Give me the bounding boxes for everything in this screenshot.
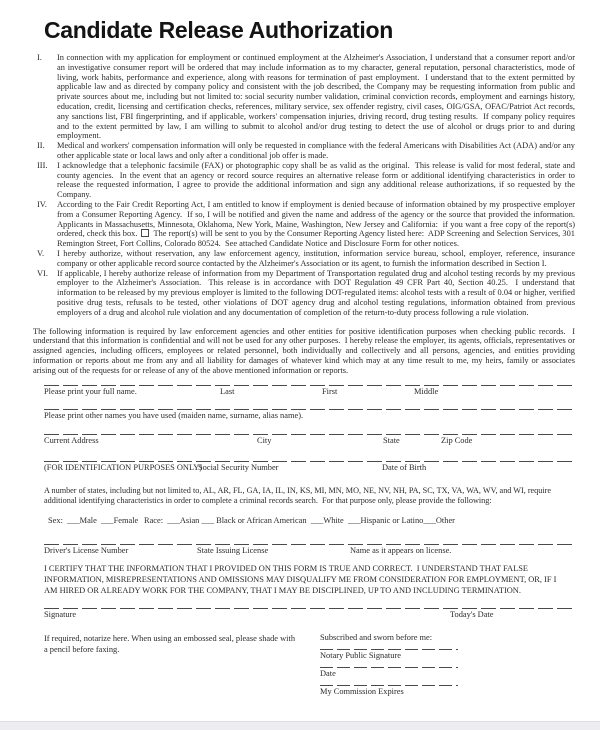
free-copy-checkbox[interactable] [141, 229, 149, 237]
sex-race-row [44, 516, 575, 526]
notary-area [44, 633, 575, 713]
todays-date-label: Today's Date [450, 610, 494, 620]
clause-6-text: If applicable, I hereby authorize release of information from my Department of Transportation regulated drug and alcohol testing records by my previous employer to the Alzheimer's Association. This release is in accordance with DOT Regulation 49 CFR Part 40, Section 40.25. I understand that information to be released by my previous employer is limited to the following DOT-regulated items: alcohol tests with a result of 0.04 or higher, verified positive drug tests, refusals to be tested, other violations of DOT agency drug and alcohol testing regulations, information obtained from previous employers of a drug and alcohol rule violation and any documentation of completion of the return-to-duty process following a rule violation. [57, 268, 578, 317]
full-name-blank-line[interactable] [44, 385, 575, 386]
clause-3 [33, 160, 578, 200]
city-label: City [257, 436, 272, 445]
notary-signature-blank-line[interactable] [320, 649, 458, 650]
drivers-license-number-label: Driver's License Number [44, 546, 129, 555]
clause-4 [33, 199, 578, 249]
states-note: A number of states, including but not limited to, AL, AR, FL, GA, IA, IL, IN, KS, MI, MN, MO, NE, NV, NH, PA, SC, TX, VA, WA, WV, and WI, require additional identifying characteristics in order to complete a criminal records search. For that purpose only, please provide the following: [44, 486, 554, 505]
ssn-label: Social Security Number [198, 463, 279, 472]
clause-2 [33, 141, 578, 161]
sex-options[interactable]: Sex: ___Male ___Female [48, 516, 139, 525]
address-labels [44, 436, 575, 446]
numbered-clauses [33, 53, 578, 318]
state-label: State [383, 436, 400, 445]
signature-blank-line[interactable] [44, 608, 575, 609]
other-names-labels [44, 411, 575, 421]
clause-4-number: IV. [37, 199, 47, 209]
clause-6-number: VI. [37, 268, 48, 278]
license-labels [44, 546, 575, 556]
license-name-label: Name as it appears on license. [350, 546, 452, 555]
clause-3-number: III. [37, 160, 48, 170]
clause-5-text: I hereby authorize, without reservation, any law enforcement agency, institution, information service bureau, school, employer, reference, insurance company or other applicable record source contacted by the Alzheimer's Association or its agent, to furnish the information described in Section I. [57, 248, 578, 268]
clause-3-text: I acknowledge that a telephonic facsimile (FAX) or photographic copy shall be as valid as the original. This release is valid for most federal, state and county agencies. In the event that an agency or record source requires an alternative release form or additional identifying characteristics in order to release the requested information, I agree to provide the additional information and sign any additional release authorizations, if so requested by the Company. [57, 160, 578, 200]
identification-blank-line[interactable] [44, 461, 575, 462]
other-names-label: Please print other names you have used (maiden name, surname, alias name). [44, 411, 304, 420]
last-name-label: Last [220, 387, 235, 396]
signature-labels [44, 610, 575, 620]
clause-6 [33, 268, 578, 318]
notary-public-signature-label: Notary Public Signature [320, 651, 401, 661]
clause-1 [33, 53, 578, 141]
license-blank-line[interactable] [44, 544, 575, 545]
notary-column [320, 633, 470, 697]
certification-statement: I CERTIFY THAT THE INFORMATION THAT I PROVIDED ON THIS FORM IS TRUE AND CORRECT. I UNDERSTAND THAT FALSE INFORMATION, MISREPRESENTATIONS AND OMISSIONS MAY DISQUALIFY ME FROM CONSIDERATION FOR EMPLOYMENT, OR, IF I AM HIRED OR ALREADY WORK FOR THE COMPANY, THAT I MAY BE DISCIPLINED, UP TO AND INCLUDING TERMINATION. [44, 564, 559, 595]
page-title: Candidate Release Authorization [44, 17, 393, 43]
clause-2-text: Medical and workers' compensation information will only be requested in compliance with the federal Americans with Disabilities Act (ADA) and/or any other applicable state or local laws and only after a conditional job offer is made. [57, 141, 578, 160]
page-bottom-edge [0, 721, 600, 730]
sworn-before-me-label: Subscribed and sworn before me: [320, 633, 433, 643]
zip-code-label: Zip Code [441, 436, 473, 445]
clause-5-number: V. [37, 248, 45, 258]
notary-date-label: Date [320, 669, 336, 679]
notary-date-blank-line[interactable] [320, 667, 458, 668]
clause-4-text [57, 199, 578, 249]
middle-name-label: Middle [414, 387, 439, 396]
other-names-blank-line[interactable] [44, 409, 575, 410]
commission-expires-blank-line[interactable] [320, 685, 458, 686]
clause-4-text-after: The report(s) will be sent to you by the Consumer Reporting Agency listed here: ADP Screening and Selection Services, 301 Remington Street, Fort Collins, Colorado 80524. See attached Candidate Notice and Disclosure Form for other notices. [57, 229, 578, 249]
signature-label: Signature [44, 610, 77, 620]
notarize-instructions: If required, notarize here. When using an embossed seal, please shade with a pencil before faxing. [44, 634, 296, 655]
state-issuing-license-label: State Issuing License [197, 546, 269, 555]
date-of-birth-label: Date of Birth [382, 463, 427, 472]
commission-expires-label: My Commission Expires [320, 687, 404, 697]
full-name-label: Please print your full name. [44, 387, 137, 396]
liability-release-paragraph: The following information is required by law enforcement agencies and other entities for positive identification purposes when checking public records. I understand that this information is confidential and will not be used for any other purposes. I hereby release the employer, its agents, officials, representatives or assigned agencies, including officers, employees or related personnel, both individually and collectively and all persons, agencies, and entities providing information or reports about me from any and all liability for damages of whatever kind which may at any time result to me, my heirs, family or associates arising out of the requests for or release of any of the above mentioned information or reports. [33, 326, 578, 375]
clause-4-text-before: According to the Fair Credit Reporting Act, I am entitled to know if employment is denied because of information obtained by my prospective employer from a Consumer Reporting Agency. If so, I will be notified and given the name and address of the agency or the source that provided the information. Applicants in Massachusetts, Minnesota, Oklahoma, New York, Maine, Washington, New Jersey and California: if you want a free copy of the report(s) ordered, check this box. [57, 199, 578, 239]
full-name-labels [44, 387, 575, 397]
clause-5 [33, 248, 578, 269]
clause-1-number: I. [37, 53, 42, 62]
identification-purposes-label: (FOR IDENTIFICATION PURPOSES ONLY) [44, 463, 203, 472]
current-address-label: Current Address [44, 436, 99, 445]
address-blank-line[interactable] [44, 434, 575, 435]
form-section [44, 376, 575, 713]
identification-labels [44, 463, 575, 473]
clause-2-number: II. [37, 141, 45, 151]
clause-1-text: In connection with my application for employment or continued employment at the Alzheimer's Association, I understand that a consumer report and/or an investigative consumer report will be ordered that may include information as to my character, general reputation, personal characteristics, mode of living, work habits, performance and experience, along with reasons for termination of past employment. I understand that to the extent permitted by applicable law and as directed by company policy and consistent with the job described, the Company may be requesting information from public and private sources about me, including but not limited to: social security number validation, criminal conviction records, employment and earnings history, education, credit, licensing and certification checks, references, military service, sex offender registry, civil cases, OIG/GSA, OFAC/Patriot Act records, any sanctions list, FBI fingerprinting, and if applicable, workers' compensation injuries, driving record, drug testing results. If company policy requires and to the extent permitted by law, I am willing to submit to alcohol and/or drug testing to detect the use of alcohol or drugs prior to and during employment. [57, 53, 578, 141]
first-name-label: First [322, 387, 338, 396]
race-options[interactable]: Race: ___Asian ___ Black or African American ___White ___Hispanic or Latino___Other [144, 516, 455, 525]
